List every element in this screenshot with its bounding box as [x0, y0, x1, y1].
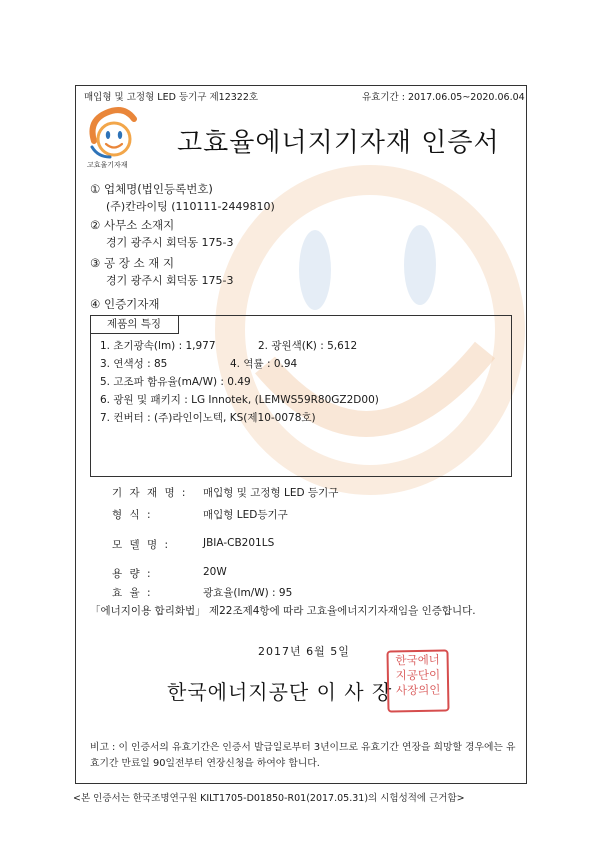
capacity-label: 용 량 : — [112, 568, 153, 580]
product-name-label: 기 자 재 명 : — [112, 487, 188, 499]
factory-heading: ③ 공 장 소 재 지 — [90, 256, 175, 270]
official-seal-stamp — [386, 649, 449, 712]
factory-value: 경기 광주시 회덕동 175-3 — [106, 274, 234, 287]
logo-caption: 고효율기자재 — [87, 161, 128, 169]
certification-statement: 「에너지이용 합리화법」 제22조제4항에 따라 고효율에너지기자재임을 인증합니다. — [90, 605, 476, 617]
product-type-label: 형 식 : — [112, 509, 153, 521]
feature-item: 6. 광원 및 패키지 : LG Innotek, (LEMWS59R80GZ2D00) — [100, 394, 379, 406]
product-type-value: 매입형 LED등기구 — [203, 509, 288, 521]
feature-item: 2. 광원색(K) : 5,612 — [258, 340, 358, 352]
seal-line: 한국에너 — [395, 652, 440, 668]
model-label: 모 델 명 : — [112, 539, 170, 551]
features-title: 제품의 특징 — [90, 315, 179, 334]
efficiency-value: 광효율(lm/W) : 95 — [203, 587, 293, 599]
footer-note: <본 인증서는 한국조명연구원 KILT1705-D01850-R01(2017.05.31)의 시험성적에 근거함> — [73, 793, 465, 804]
company-heading: ① 업체명(법인등록번호) — [90, 182, 213, 196]
feature-item: 3. 연색성 : 85 — [100, 358, 168, 370]
company-value: (주)칸라이팅 (110111-2449810) — [106, 200, 275, 213]
document-title: 고효율에너지기자재 인증서 — [177, 128, 500, 158]
efficiency-label: 효 율 : — [112, 587, 153, 599]
validity-period: 유효기간 : 2017.06.05~2020.06.04 — [362, 92, 525, 103]
seal-line: 사장의인 — [395, 682, 441, 698]
model-value: JBIA-CB201LS — [203, 537, 275, 549]
product-name-value: 매입형 및 고정형 LED 등기구 — [203, 487, 339, 499]
office-heading: ② 사무소 소재지 — [90, 218, 175, 232]
feature-item: 1. 초기광속(lm) : 1,977 — [100, 340, 216, 352]
seal-line: 지공단이 — [395, 667, 441, 683]
issuer-name: 한국에너지공단 이 사 장 — [167, 680, 393, 704]
feature-item: 4. 역률 : 0.94 — [230, 358, 298, 370]
office-value: 경기 광주시 회덕동 175-3 — [106, 236, 234, 249]
capacity-value: 20W — [203, 566, 227, 578]
remarks-note: 비고 : 이 인증서의 유효기간은 인증서 발급일로부터 3년이므로 유효기간 연장을 희망할 경우에는 유효기간 만료일 90일전부터 연장신청을 하여야 합니다. — [90, 742, 516, 769]
issue-date: 2017년 6월 5일 — [258, 645, 350, 658]
feature-item: 7. 컨버터 : (주)라인이노텍, KS(제10-0078호) — [100, 412, 316, 424]
feature-item: 5. 고조파 함유율(mA/W) : 0.49 — [100, 376, 251, 388]
certificate-number: 매입형 및 고정형 LED 등기구 제12322호 — [84, 92, 259, 103]
product-heading: ④ 인증기자재 — [90, 297, 160, 311]
